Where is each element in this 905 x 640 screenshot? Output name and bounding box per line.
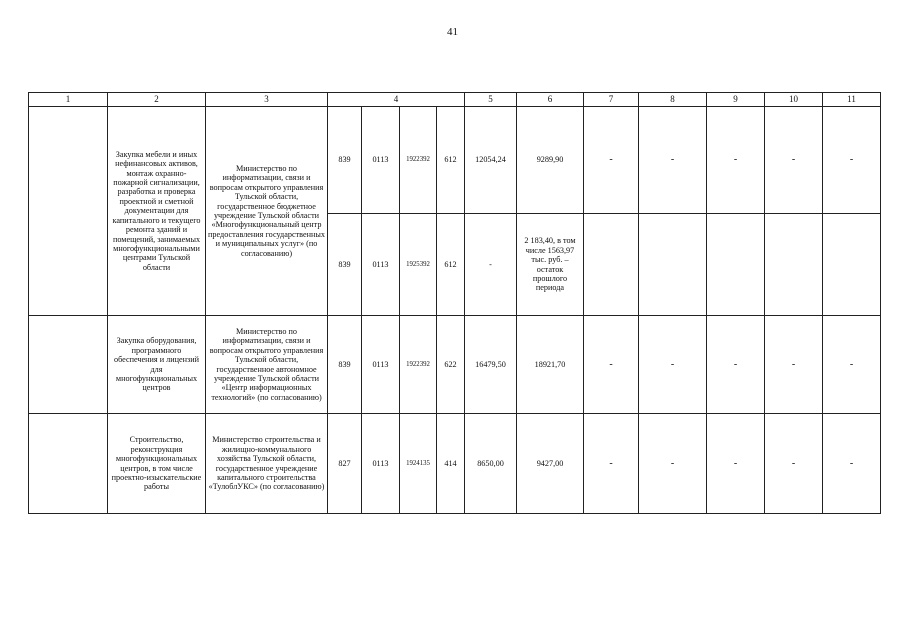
budget-code-ministry: 839 xyxy=(328,316,362,414)
budget-code-target: 1924135 xyxy=(400,414,437,514)
header-cell: 11 xyxy=(823,93,881,107)
measure-description: Закупка мебели и иных нефинансовых активов, монтаж охранно-пожарной сигнализации, разработка и проверка проектной и сметной документации для капитального и текущего ремонта зданий и помещений, занимаемых многофункциональными центрами Тульской области xyxy=(108,107,206,316)
header-cell: 2 xyxy=(108,93,206,107)
executor-description: Министерство по информатизации, связи и вопросам открытого управления Тульской области, государственное бюджетное учреждение Тульской области «Многофункциональный центр предоставления государственных и муниципальных услуг» (по согласованию) xyxy=(206,107,328,316)
executor-description: Министерство по информатизации, связи и вопросам открытого управления Тульской области, государственное автономное учреждение Тульской области «Центр информационных технологий» (по согласованию) xyxy=(206,316,328,414)
col6-value: 9289,90 xyxy=(517,107,584,214)
header-cell: 4 xyxy=(328,93,465,107)
col8-value xyxy=(639,214,707,316)
col7-value: - xyxy=(584,414,639,514)
col7-value: - xyxy=(584,107,639,214)
col7-value: - xyxy=(584,316,639,414)
header-cell: 7 xyxy=(584,93,639,107)
executor-description: Министерство строительства и жилищно-коммунального хозяйства Тульской области, государственное учреждение капитального строительства «ТулоблУКС» (по согласованию) xyxy=(206,414,328,514)
col11-value xyxy=(823,214,881,316)
budget-code-section: 0113 xyxy=(362,316,400,414)
budget-table xyxy=(28,92,881,514)
budget-code-ministry: 827 xyxy=(328,414,362,514)
col8-value: - xyxy=(639,414,707,514)
col6-value: 18921,70 xyxy=(517,316,584,414)
col7-value xyxy=(584,214,639,316)
budget-code-ministry: 839 xyxy=(328,214,362,316)
col10-value: - xyxy=(765,414,823,514)
budget-code-expense: 622 xyxy=(437,316,465,414)
budget-code-expense: 612 xyxy=(437,214,465,316)
table-row xyxy=(29,316,881,414)
col11-value: - xyxy=(823,414,881,514)
budget-code-expense: 414 xyxy=(437,414,465,514)
budget-code-target: 1925392 xyxy=(400,214,437,316)
col10-value: - xyxy=(765,316,823,414)
measure-description: Закупка оборудования, программного обеспечения и лицензий для многофункциональных центров xyxy=(108,316,206,414)
col8-value: - xyxy=(639,107,707,214)
row-cell-col1 xyxy=(29,316,108,414)
col6-value: 9427,00 xyxy=(517,414,584,514)
table-row xyxy=(29,107,881,214)
header-cell: 5 xyxy=(465,93,517,107)
col10-value xyxy=(765,214,823,316)
header-cell: 10 xyxy=(765,93,823,107)
page-number: 41 xyxy=(447,26,458,38)
row-cell-col1 xyxy=(29,414,108,514)
budget-code-section: 0113 xyxy=(362,107,400,214)
table-row xyxy=(29,414,881,514)
budget-code-target: 1922392 xyxy=(400,316,437,414)
col9-value: - xyxy=(707,107,765,214)
measure-description: Строительство, реконструкция многофункциональных центров, в том числе проектно-изыскательские работы xyxy=(108,414,206,514)
col5-value: 16479,50 xyxy=(465,316,517,414)
col9-value xyxy=(707,214,765,316)
col5-value: 8650,00 xyxy=(465,414,517,514)
row-cell-col1 xyxy=(29,107,108,316)
col9-value: - xyxy=(707,316,765,414)
col5-value: 12054,24 xyxy=(465,107,517,214)
col6-value: 2 183,40, в том числе 1563,97 тыс. руб. – остаток прошлого периода xyxy=(517,214,584,316)
budget-code-target: 1922392 xyxy=(400,107,437,214)
header-cell: 8 xyxy=(639,93,707,107)
budget-code-section: 0113 xyxy=(362,414,400,514)
col11-value: - xyxy=(823,316,881,414)
col5-value: - xyxy=(465,214,517,316)
budget-code-expense: 612 xyxy=(437,107,465,214)
header-row xyxy=(29,93,881,107)
header-cell: 1 xyxy=(29,93,108,107)
col8-value: - xyxy=(639,316,707,414)
col10-value: - xyxy=(765,107,823,214)
col11-value: - xyxy=(823,107,881,214)
header-cell: 3 xyxy=(206,93,328,107)
budget-code-section: 0113 xyxy=(362,214,400,316)
budget-code-ministry: 839 xyxy=(328,107,362,214)
header-cell: 6 xyxy=(517,93,584,107)
col9-value: - xyxy=(707,414,765,514)
header-cell: 9 xyxy=(707,93,765,107)
